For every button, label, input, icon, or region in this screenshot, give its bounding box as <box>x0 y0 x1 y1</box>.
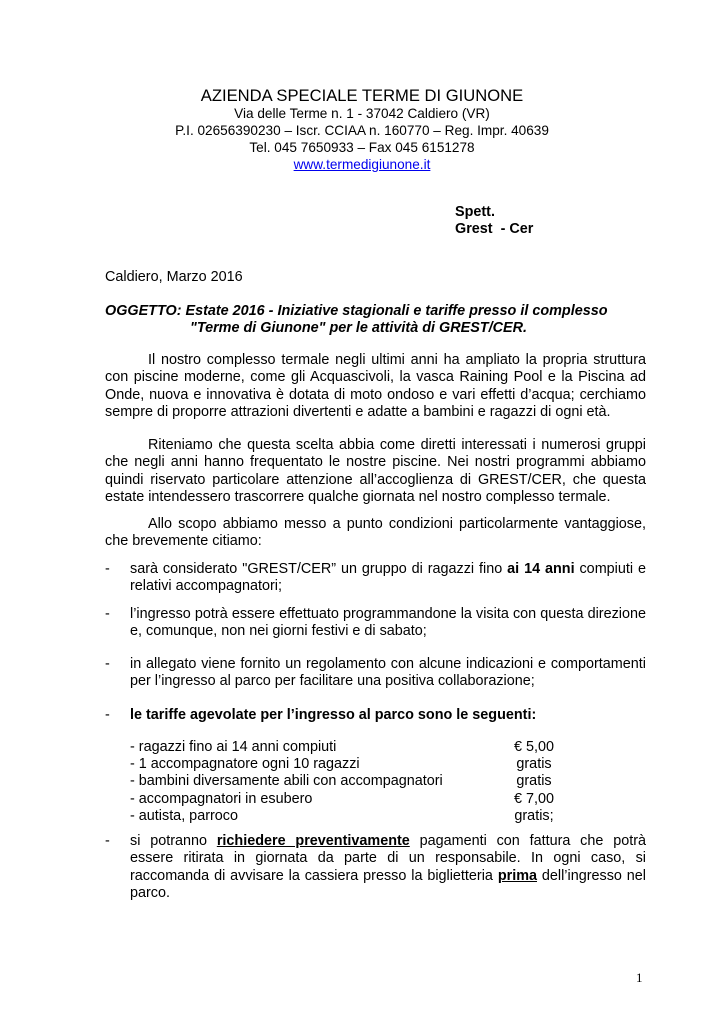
tariff-price: gratis <box>516 756 552 773</box>
bullet-2-text: l’ingresso potrà essere effettuato programmandone la visita con questa direzione e, comunque, non nei giorni festivi e di sabato; <box>130 606 646 640</box>
bullet-5-text: si potranno <box>130 833 217 849</box>
recipient-block <box>455 204 533 239</box>
bullet-5-text-mid: pagamenti con fattura che potrà essere ritirata in giornata da parte di un responsabile. In ogni caso, si raccomanda di avvisare la cassiera presso la biglietteria <box>130 833 646 884</box>
bullet-item-payment <box>105 833 646 903</box>
tariff-row <box>130 756 552 773</box>
bullet-item-tariffs <box>105 707 646 724</box>
recipient-name: Grest - Cer <box>455 221 534 238</box>
bullet-item-entry <box>105 606 646 641</box>
tariff-row <box>130 739 554 756</box>
paragraph-2-text: Riteniamo che questa scelta abbia come diretti interessati i numerosi gruppi che negli anni hanno frequentato le nostre piscine. Nei nostri programmi abbiamo quindi riservato particolare attenzione all’accoglienza di GREST/CER, che questa estate intendessero trascorrere qualche giornata nel nostro complesso termale. <box>105 437 646 506</box>
paragraph-3-text: Allo scopo abbiamo messo a punto condizioni particolarmente vantaggiose, che brevemente citiamo: <box>105 516 646 550</box>
tariff-label: - bambini diversamente abili con accompagnatori <box>130 773 443 790</box>
letterhead <box>0 86 724 173</box>
bullet-1-text-end: compiuti e relativi accompagnatori; <box>130 561 646 595</box>
bullet-5-emphasis: richiedere preventivamente <box>216 833 410 849</box>
tariff-price: gratis <box>516 773 552 790</box>
company-phone: Tel. 045 7650933 – Fax 045 6151278 <box>249 140 475 155</box>
bullet-item-regulation <box>105 656 646 691</box>
bullet-dash: - <box>105 561 110 577</box>
bullet-item-age <box>105 561 646 596</box>
page-number: 1 <box>636 970 643 985</box>
paragraph-1 <box>105 352 646 422</box>
bullet-4-text: le tariffe agevolate per l’ingresso al parco sono le seguenti: <box>130 707 537 723</box>
company-name: AZIENDA SPECIALE TERME DI GIUNONE <box>200 86 524 105</box>
tariff-price: gratis; <box>514 807 554 824</box>
website-link[interactable]: www.termedigiunone.it <box>293 157 431 172</box>
bullet-dash: - <box>105 707 110 723</box>
tariff-label: - autista, parroco <box>130 807 238 824</box>
tariff-row <box>130 807 554 825</box>
paragraph-2 <box>105 437 646 507</box>
tariff-label: - 1 accompagnatore ogni 10 ragazzi <box>130 756 360 773</box>
company-registry: P.I. 02656390230 – Iscr. CCIAA n. 160770 – Reg. Impr. 40639 <box>175 123 549 138</box>
tariff-price: € 5,00 <box>513 739 554 755</box>
bullet-1-text: sarà considerato "GREST/CER” un gruppo di ragazzi fino <box>130 561 508 577</box>
bullet-dash: - <box>105 833 110 849</box>
bullet-3-text: in allegato viene fornito un regolamento con alcune indicazioni e comportamenti per l’ingresso al parco per facilitare una positiva collaborazione; <box>130 656 646 690</box>
bullet-dash: - <box>105 606 110 622</box>
bullet-5-text-end: dell’ingresso nel parco. <box>130 867 646 902</box>
tariff-label: - ragazzi fino ai 14 anni compiuti <box>130 739 337 755</box>
tariff-label: - accompagnatori in esubero <box>130 790 313 807</box>
place-date: Caldiero, Marzo 2016 <box>105 269 243 285</box>
tariff-row <box>130 773 552 790</box>
company-address: Via delle Terme n. 1 - 37042 Caldiero (VR) <box>234 106 490 121</box>
subject-block <box>105 303 646 338</box>
paragraph-1-text: Il nostro complesso termale negli ultimi anni ha ampliato la propria struttura con piscine moderne, come gli Acquascivoli, la vasca Raining Pool e la Piscina ad Onde, nuova e innovativa è dotata di moto ondoso e vari effetti d’acqua; cerchiamo sempre di proporre attrazioni divertenti e adatte a bambini e ragazzi di ogni età. <box>105 352 646 421</box>
bullet-1-bold: ai 14 anni <box>507 561 575 577</box>
bullet-5-emphasis-2: prima <box>497 867 538 884</box>
bullet-dash: - <box>105 656 110 672</box>
subject-line-2: "Terme di Giunone" per le attività di GREST/CER. <box>190 320 527 337</box>
tariff-row <box>130 790 554 808</box>
paragraph-3 <box>105 516 646 551</box>
tariff-table <box>130 739 554 825</box>
tariff-price: € 7,00 <box>513 790 554 807</box>
subject-line-1: OGGETTO: Estate 2016 - Iniziative stagionali e tariffe presso il complesso <box>105 303 608 319</box>
recipient-salutation: Spett. <box>455 204 495 220</box>
